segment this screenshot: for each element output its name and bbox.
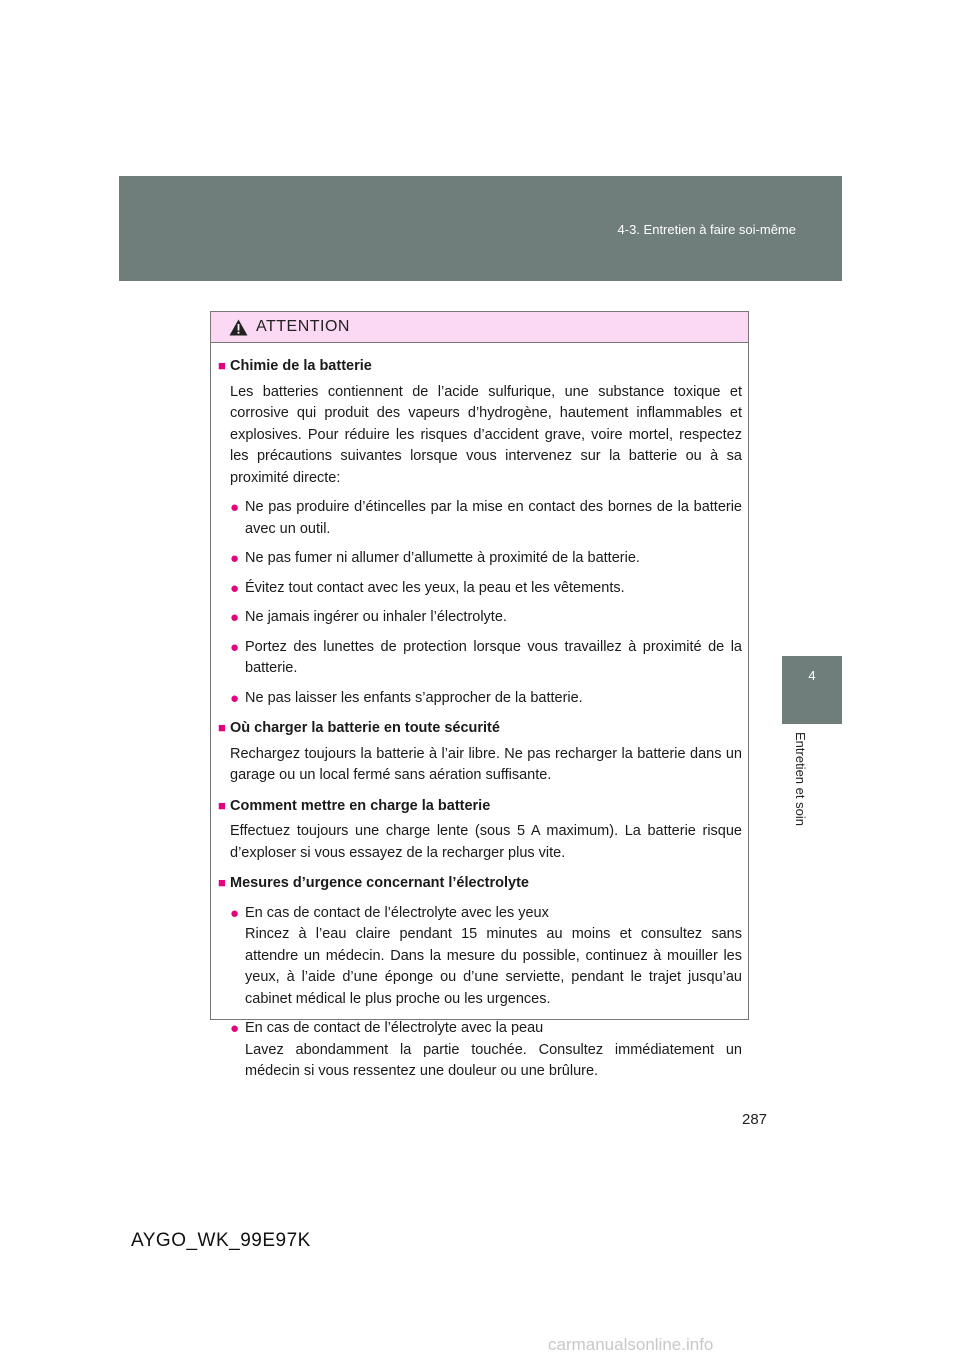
list-item: ● Ne pas fumer ni allumer d’allumette à proximité de la batterie. — [230, 548, 742, 570]
watermark: carmanualsonline.info — [548, 1335, 714, 1354]
list-item: ● Évitez tout contact avec les yeux, la peau et les vêtements. — [230, 578, 742, 600]
list-item: ● Ne pas laisser les enfants s’approcher de la batterie. — [230, 688, 742, 710]
section-paragraph: Rechargez toujours la batterie à l’air libre. Ne pas recharger la batterie dans un garage ou un local fermé sans aération suffisante. — [230, 745, 742, 783]
chapter-tab — [782, 656, 842, 724]
round-bullet-icon: ● — [230, 638, 240, 656]
warning-triangle-icon — [229, 319, 248, 336]
section-heading: ■ Chimie de la batterie — [218, 355, 742, 378]
warning-title: ATTENTION — [256, 318, 350, 335]
chapter-number: 4 — [808, 668, 816, 683]
round-bullet-icon: ● — [230, 609, 240, 626]
square-bullet-icon: ■ — [218, 720, 226, 735]
section-heading: ■ Comment mettre en charge la batterie — [218, 795, 742, 818]
list-item-title: En cas de contact de l’électrolyte avec les yeux — [245, 904, 549, 921]
square-bullet-icon: ■ — [218, 358, 226, 373]
section-paragraph: Effectuez toujours une charge lente (sous 5 A maximum). La batterie risque d’exploser si vous essayez de la recharger plus vite. — [230, 823, 742, 861]
document-code: AYGO_WK_99E97K — [131, 1230, 311, 1251]
warning-body — [211, 343, 748, 1083]
round-bullet-icon: ● — [230, 1020, 240, 1037]
round-bullet-icon: ● — [230, 904, 240, 922]
square-bullet-icon: ■ — [218, 875, 226, 890]
list-item: ● Ne pas produire d’étincelles par la mise en contact des bornes de la batterie avec un outil. — [230, 497, 742, 540]
section-heading: ■ Où charger la batterie en toute sécurité — [218, 717, 742, 740]
section-title: 4-3. Entretien à faire soi-même — [617, 222, 796, 237]
list-item-title: En cas de contact de l’électrolyte avec la peau — [245, 1020, 544, 1036]
list-item: ● Ne jamais ingérer ou inhaler l’électrolyte. — [230, 607, 742, 629]
section-heading: ■ Mesures d’urgence concernant l’électrolyte — [218, 872, 742, 895]
page-number: 287 — [742, 1111, 768, 1128]
chapter-title: Entretien et soin — [793, 732, 808, 826]
warning-box — [210, 311, 749, 1079]
round-bullet-icon: ● — [230, 550, 240, 567]
list-item: ● Portez des lunettes de protection lorsque vous travaillez à proximité de la batterie. — [230, 637, 742, 680]
list-item-text: Lavez abondamment la partie touchée. Consultez immédiatement un médecin si vous ressentez une douleur ou une brûlure. — [245, 1041, 742, 1079]
round-bullet-icon: ● — [230, 689, 240, 707]
list-item — [230, 1018, 742, 1083]
round-bullet-icon: ● — [230, 579, 240, 597]
header-band — [119, 176, 842, 281]
section-paragraph: Les batteries contiennent de l’acide sulfurique, une substance toxique et corrosive qui produit des vapeurs d’hydrogène, hautement inflammables et explosives. Pour réduire les risques d’accident grave, voire mortel, respectez les précautions suivantes lorsque vous intervenez sur la batterie ou à sa proximité directe: — [230, 383, 742, 486]
square-bullet-icon: ■ — [218, 797, 226, 813]
list-item-text: Rincez à l’eau claire pendant 15 minutes au moins et consultez sans attendre un médecin. Dans la mesure du possible, continuez à mouiller les yeux, à l’aide d’une éponge ou d’une serviette, pendant le trajet jusqu’au cabinet médical le plus proche ou les urgences. — [245, 926, 742, 1007]
warning-header — [211, 312, 748, 343]
round-bullet-icon: ● — [230, 499, 240, 516]
list-item — [230, 903, 742, 1011]
